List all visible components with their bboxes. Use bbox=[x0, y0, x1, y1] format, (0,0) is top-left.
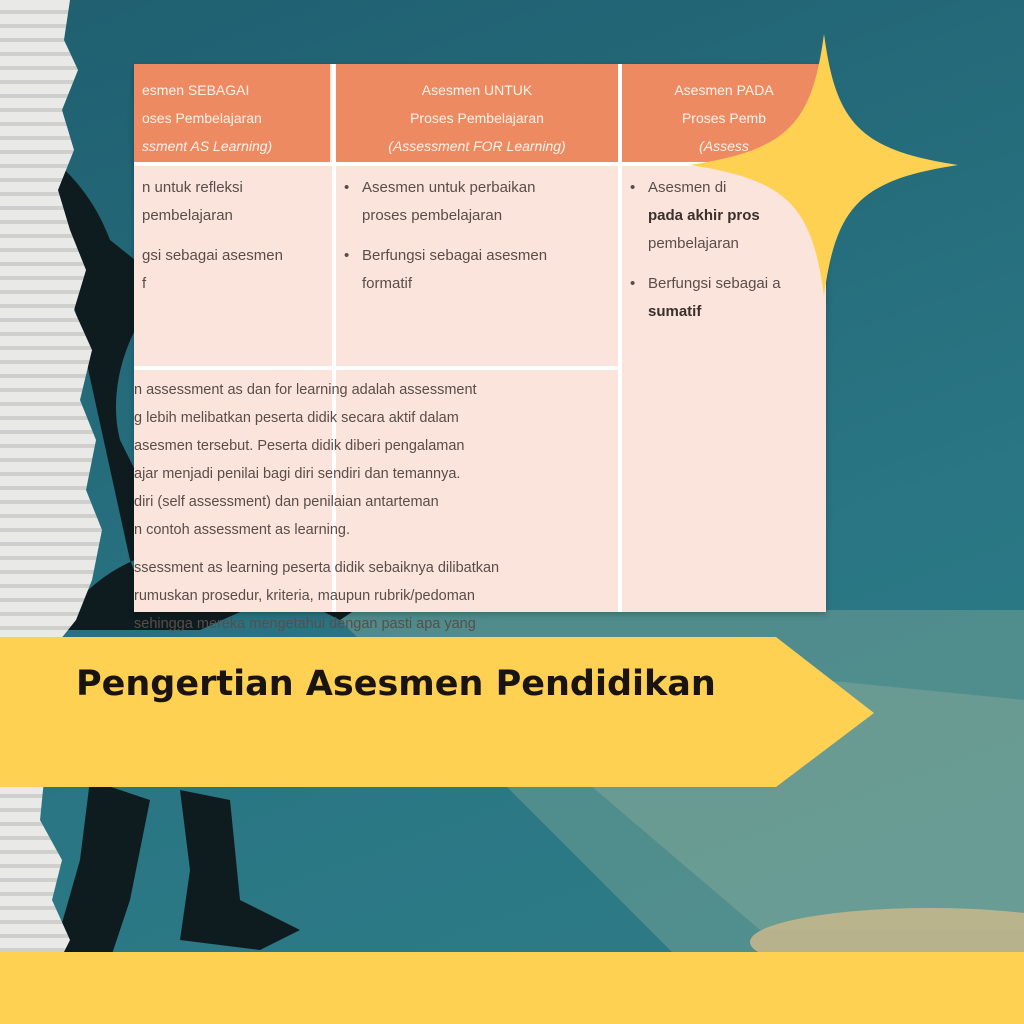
paragraph-line: rumuskan prosedur, kriteria, maupun rubrik/pedoman bbox=[134, 588, 475, 604]
header-line: esmen SEBAGAI bbox=[142, 82, 250, 98]
paragraph-line: asesmen tersebut. Peserta didik diberi pengalaman bbox=[134, 438, 465, 454]
paragraph-line: g lebih melibatkan peserta didik secara aktif dalam bbox=[134, 410, 459, 426]
bullet-item bbox=[336, 174, 618, 230]
column-body bbox=[336, 174, 618, 310]
bullet-item bbox=[134, 242, 330, 298]
paragraph-line: n contoh assessment as learning. bbox=[134, 522, 351, 538]
header-line: Asesmen UNTUK bbox=[421, 82, 533, 98]
paragraph-line: diri (self assessment) dan penilaian antarteman bbox=[134, 494, 439, 510]
bullet-line: • Berfungsi sebagai asesmen bbox=[362, 247, 548, 264]
paragraph-line: sehingga mereka mengetahui dengan pasti apa yang bbox=[134, 616, 476, 632]
title-banner-shape bbox=[0, 637, 874, 787]
header-line: Asesmen PADA bbox=[674, 82, 774, 98]
header-line: Proses Pembelajaran bbox=[410, 110, 544, 126]
paragraph bbox=[134, 376, 618, 544]
bullet-line: • Asesmen untuk perbaikan bbox=[362, 179, 536, 196]
bullet-item bbox=[134, 174, 330, 230]
column-body bbox=[134, 174, 330, 298]
bottom-yellow-bar bbox=[0, 952, 1024, 1024]
banner-title: Pengertian Asesmen Pendidikan bbox=[76, 664, 716, 704]
header-line: Proses Pemb bbox=[681, 110, 767, 126]
bullet-line: formatif bbox=[362, 275, 413, 292]
header-line: (Assess bbox=[699, 138, 749, 154]
four-point-star-icon bbox=[690, 34, 958, 296]
bullet-line: sumatif bbox=[648, 303, 702, 320]
bullet-line: • Berfungsi sebagai a bbox=[648, 275, 781, 292]
row-divider bbox=[134, 366, 620, 370]
bullet-line: f bbox=[142, 275, 147, 292]
bullet-line: • Asesmen di bbox=[648, 179, 727, 196]
column-header bbox=[134, 64, 330, 162]
bullet-item bbox=[336, 242, 618, 298]
bullet-line: pembelajaran bbox=[648, 235, 739, 252]
paragraph-line: ajar menjadi penilai bagi diri sendiri dan temannya. bbox=[134, 466, 461, 482]
header-line: (Assessment FOR Learning) bbox=[388, 138, 566, 154]
column-header bbox=[336, 64, 618, 162]
bullet-line: pembelajaran bbox=[142, 207, 233, 224]
paragraph-line: ssessment as learning peserta didik sebaiknya dilibatkan bbox=[134, 560, 500, 576]
bullet-line: gsi sebagai asesmen bbox=[142, 247, 283, 264]
header-line: oses Pembelajaran bbox=[142, 110, 262, 126]
header-line: ssment AS Learning) bbox=[142, 138, 273, 154]
torn-paper-strip bbox=[0, 0, 110, 1024]
as-learning-explanation bbox=[134, 376, 618, 676]
paragraph-line: n assessment as dan for learning adalah assessment bbox=[134, 382, 477, 398]
bullet-line: proses pembelajaran bbox=[362, 207, 503, 224]
bullet-line: pada akhir pros bbox=[648, 207, 760, 224]
bullet-line: n untuk refleksi bbox=[142, 179, 243, 196]
